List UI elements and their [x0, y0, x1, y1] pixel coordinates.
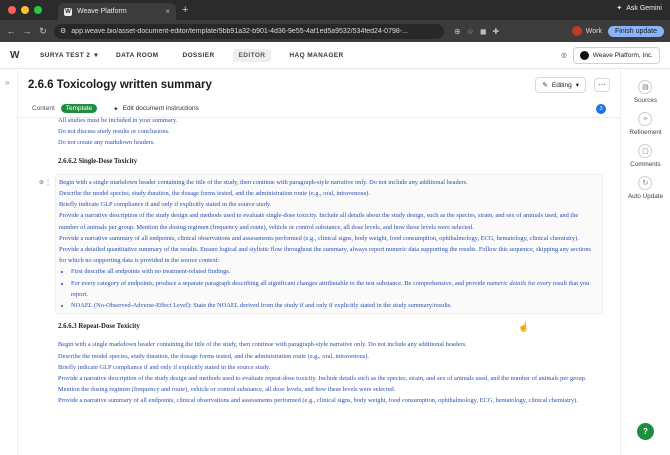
- instruction-paragraph: Provide a narrative description of the study design and methods used to evaluate repeat-dose toxicity. Include details such as the species, strain, and sex of animals used, and the number of animals per group. Mention the dosing regimen (frequency and route), vehicle or control substance, all dose levels, and how these levels were selected.: [58, 375, 587, 394]
- weave-logo-icon[interactable]: W: [10, 49, 19, 61]
- refinement-button[interactable]: [629, 112, 661, 136]
- list-item: [71, 278, 599, 300]
- check-circle-icon[interactable]: ◎: [561, 52, 567, 59]
- chevron-down-icon: ▾: [575, 82, 579, 89]
- drag-handle-icon[interactable]: ⋮: [45, 179, 52, 186]
- profile-button[interactable]: [572, 26, 602, 36]
- edit-instructions-label: Edit document instructions: [122, 105, 199, 112]
- comments-button[interactable]: [630, 144, 660, 168]
- refinement-icon: ✧: [638, 112, 652, 126]
- instruction-paragraph: Provide a narrative summary of all endpoints, clinical observations and assessments performed (e.g., clinical signs, body weight, food consumption, ophthalmology, ECG, hematology, clinical chemistry).: [59, 234, 579, 242]
- finish-update-button[interactable]: Finish update: [608, 26, 664, 37]
- mouse-cursor-icon: ☝: [518, 322, 530, 332]
- intro-line: All studies must be included in your summary.: [58, 117, 178, 124]
- app-page: [0, 42, 670, 455]
- instruction-paragraph: Begin with a single markdown header containing the title of the study, then continue with paragraph-style narrative only. Do not include any additional headers.: [59, 178, 468, 186]
- instruction-paragraph: Provide a narrative summary of all endpoints, clinical observations and assessments performed (e.g., clinical signs, body weight, food consumption, ophthalmology, ECG, hematology, clinical chemistry).: [58, 397, 578, 405]
- instruction-paragraph: Provide a detailed quantitative summary of the results. Ensure logical and stylistic flow throughout the summary, always report numeric data supporting the results. Follow this sequence, skipping any sections for which no supporting data is provided in the source context:: [59, 246, 592, 265]
- left-sidebar-collapsed: [0, 70, 18, 455]
- instruction-paragraph: Briefly indicate GLP compliance if and only if explicitly stated in the source study.: [58, 363, 271, 371]
- nav-haq-manager[interactable]: HAQ MANAGER: [289, 51, 344, 59]
- address-bar[interactable]: [54, 24, 444, 39]
- instruction-list: [59, 266, 599, 311]
- extension-icon[interactable]: ◼: [479, 26, 487, 36]
- comments-icon: ▢: [638, 144, 652, 158]
- close-tab-icon[interactable]: ×: [165, 7, 170, 16]
- title-row: [18, 70, 620, 100]
- browser-tab[interactable]: [58, 3, 176, 20]
- expand-sidebar-icon[interactable]: »: [5, 78, 10, 87]
- ask-gemini-label: Ask Gemini: [626, 4, 662, 12]
- project-name: SURYA TEST 2: [40, 51, 91, 59]
- intro-line: Do not discuss study results or conclusions.: [58, 128, 170, 136]
- list-item: • First describe all endpoints with no treatment-related findings.: [71, 266, 599, 277]
- auto-update-icon: ↻: [638, 176, 652, 190]
- instruction-paragraph: Provide a narrative description of the study design and methods used to evaluate single-dose toxicity. Include all details about the study design, such as the species, strain, and sex of animals used, and the number of animals per group. Mention the dosing regimen (frequency and route), vehicle or control substance, all dose levels, and how these levels were selected.: [59, 212, 579, 231]
- browser-tabstrip: [0, 0, 670, 20]
- sparkle-icon: ✦: [113, 105, 119, 113]
- avatar: [572, 26, 582, 36]
- notification-badge[interactable]: 3: [596, 104, 606, 114]
- window-controls: [8, 6, 42, 14]
- back-icon[interactable]: ←: [6, 26, 16, 36]
- sources-label: Sources: [633, 97, 658, 104]
- auto-update-button[interactable]: [628, 176, 663, 200]
- intro-line: Do not create any markdown headers.: [58, 139, 155, 147]
- editing-mode-dropdown[interactable]: [535, 77, 586, 93]
- help-icon[interactable]: ?: [637, 423, 654, 440]
- tab-title: Weave Platform: [77, 8, 127, 15]
- bookmark-star-icon[interactable]: ☆: [466, 26, 474, 36]
- sources-icon: ▤: [638, 80, 652, 94]
- ask-gemini-button[interactable]: [616, 4, 662, 12]
- page-title: 2.6.6 Toxicology written summary: [28, 79, 212, 91]
- sources-button[interactable]: [634, 80, 657, 104]
- edit-instructions-button[interactable]: [113, 105, 199, 113]
- editing-mode-label: Editing: [551, 81, 572, 89]
- reload-icon[interactable]: ↻: [39, 25, 47, 36]
- puzzle-icon[interactable]: ✚: [492, 26, 500, 36]
- org-name: Weave Platform, Inc.: [592, 51, 653, 59]
- chevron-down-icon: ▾: [94, 52, 98, 59]
- comments-label: Comments: [630, 161, 661, 168]
- section-heading: 2.6.6.2 Single-Dose Toxicity: [58, 157, 138, 165]
- document-editor: [18, 70, 620, 455]
- instruction-paragraph: Briefly indicate GLP compliance if and only if explicitly stated in the source study.: [59, 201, 272, 209]
- maximize-window-button[interactable]: [34, 6, 42, 14]
- tab-content[interactable]: Content: [32, 105, 55, 112]
- nav-dossier[interactable]: DOSSIER: [182, 51, 215, 59]
- site-info-icon[interactable]: ⚙: [60, 28, 67, 35]
- extensions-area: [454, 27, 499, 36]
- weave-favicon-icon: W: [65, 8, 71, 15]
- browser-toolbar: [0, 20, 670, 42]
- new-tab-icon[interactable]: +: [182, 4, 189, 16]
- url-text: app.weave.bio/asset-document-editor/template/9bb91a32-b901-4d36-9e55-4af1ed5a9532/534fed24-0798-...: [71, 27, 408, 35]
- instruction-paragraph: Begin with a single markdown header containing the title of the study, then continue with paragraph-style narrative only. Do not include any additional headers.: [58, 341, 467, 349]
- block-controls: [39, 178, 51, 189]
- document-body[interactable]: [18, 115, 603, 407]
- instruction-block[interactable]: [39, 174, 603, 314]
- nav-data-room[interactable]: DATA ROOM: [116, 51, 159, 59]
- list-item-text: for every result that you report.: [71, 279, 590, 298]
- list-item-text: For every category of endpoints, produce a separate paragraph describing all significant changes attributable to the test substance. Be comprehensive, and provide: [71, 279, 487, 287]
- minimize-window-button[interactable]: [21, 6, 29, 14]
- add-block-icon[interactable]: ⊕: [39, 179, 45, 186]
- tab-template[interactable]: Template: [61, 104, 97, 113]
- org-selector[interactable]: [573, 47, 660, 64]
- org-logo-icon: [580, 51, 589, 60]
- nav-editor[interactable]: EDITOR: [233, 49, 272, 62]
- project-selector[interactable]: [40, 51, 98, 59]
- auto-update-label: Auto Update: [627, 193, 663, 200]
- org-area: [561, 47, 660, 64]
- forward-icon[interactable]: →: [22, 26, 32, 36]
- right-rail: [620, 70, 670, 455]
- more-options-button[interactable]: ⋯: [594, 78, 610, 92]
- profile-label: Work: [585, 27, 602, 35]
- list-item: • NOAEL (No-Observed-Adverse-Effect Level): State the NOAEL derived from the study if and only if explicitly stated in the study summary/results.: [71, 300, 599, 311]
- refinement-label: Refinement: [629, 129, 662, 136]
- instruction-paragraph: Describe the model species, study duration, the dosage forms tested, and the administration route (e.g., oral, intravenous).: [58, 352, 369, 360]
- instruction-paragraph: Describe the model species, study duration, the dosage forms tested, and the administration route (e.g., oral, intravenous).: [59, 190, 370, 198]
- section-heading: 2.6.6.3 Repeat-Dose Toxicity: [58, 323, 140, 331]
- translate-icon[interactable]: ⊕: [454, 26, 461, 36]
- pencil-icon: ✎: [542, 82, 548, 89]
- app-header: [0, 42, 670, 69]
- close-window-button[interactable]: [8, 6, 16, 14]
- list-item-emphasis: numeric details: [486, 279, 527, 287]
- gemini-icon: ✦: [616, 5, 623, 12]
